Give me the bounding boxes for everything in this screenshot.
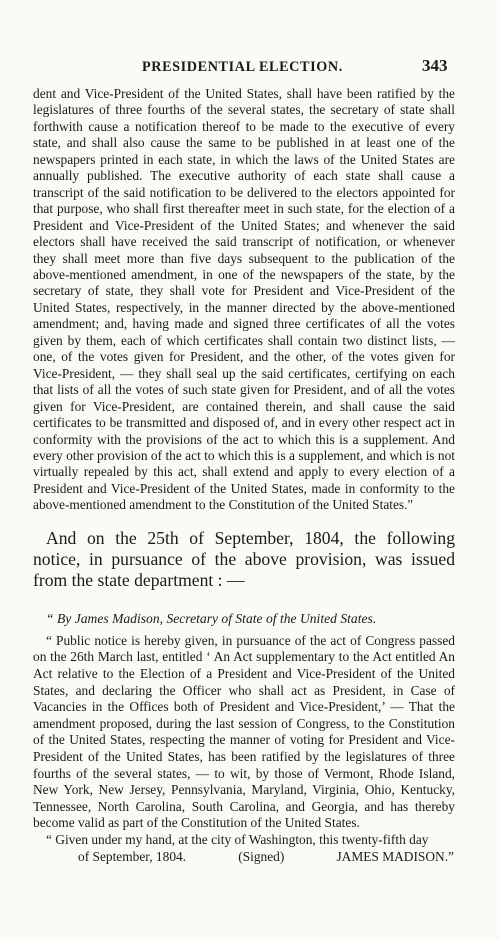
given-line: “ Given under my hand, at the city of Washington, this twenty-fifth day: [46, 831, 429, 847]
page-number: 343: [422, 56, 448, 75]
narrative-paragraph: And on the 25th of September, 1804, the following notice, in pursuance of the above provision, was issued from the state department : —: [33, 527, 455, 590]
signed-label: (Signed): [238, 848, 285, 864]
notice-body: “ Public notice is hereby given, in pursuance of the act of Congress passed on the 26th March last, entitled ‘ An Act supplementary to the Act entitled An Act relative to the Election of a President and Vice-President of the United States, and declaring the Officer who shall act as President, in Case of Vacancies in the Offices both of President and Vice-President,’ — That the amendment proposed, during the last session of Congress, to the Constitution of the United States, respecting the manner of voting for President and Vice-President of the United States, has been ratified by the legislatures of three fourths of the several states, — to wit, by those of Vermont, Rhode Island, New York, New Jersey, Pennsylvania, Maryland, Virginia, Ohio, Kentucky, Tennessee, North Carolina, South Carolina, and Georgia, and has thereby become valid as part of the Constitution of the United States.: [33, 632, 455, 831]
signatory-name: JAMES MADISON.”: [336, 848, 454, 864]
act-text-paragraph: dent and Vice-President of the United States, shall have been ratified by the legislatures of three fourths of the several states, the secretary of state shall forthwith cause a notification thereof to be made to the executive of every state, and shall also cause the same to be published in at least one of the newspapers printed in each state, in which the laws of the United States are annually published. The executive authority of each state shall cause a transcript of the said notification to be delivered to the electors appointed for that purpose, who shall first thereafter meet in such state, for the election of a President and Vice-President of the United States; and whenever the said electors shall have received the said transcript of notification, or whenever they shall meet more than five days subsequent to the publication of the above-mentioned amendment, in one of the newspapers of the state, by the secretary of state, they shall vote for President and Vice-President of the United States, respectively, in the manner directed by the above-mentioned amendment; and, having made and signed three certificates of all the votes given by them, each of which certificates shall contain two distinct lists, — one, of the votes given for President, and the other, of the votes given for Vice-President, — they shall seal up the said certificates, certifying on each that lists of all the votes of such state given for President, and of all the votes given for Vice-President, are contained therein, and shall cause the said certificates to be transmitted and disposed of, and in every other respect act in conformity with the provisions of the act to which this is a supplement. And every other provision of the act to which this is a supplement, and which is not virtually repealed by this act, shall extend and apply to every election of a President and Vice-President of the United States, made in conformity to the above-mentioned amendment to the Constitution of the United States.": [33, 86, 455, 513]
page-body: [33, 86, 455, 865]
notice-heading: “ By James Madison, Secretary of State of the United States.: [46, 610, 377, 626]
running-title: PRESIDENTIAL ELECTION.: [142, 59, 343, 75]
signature-line: [33, 849, 454, 866]
given-date: of September, 1804.: [78, 848, 187, 864]
page-header: [0, 56, 500, 78]
